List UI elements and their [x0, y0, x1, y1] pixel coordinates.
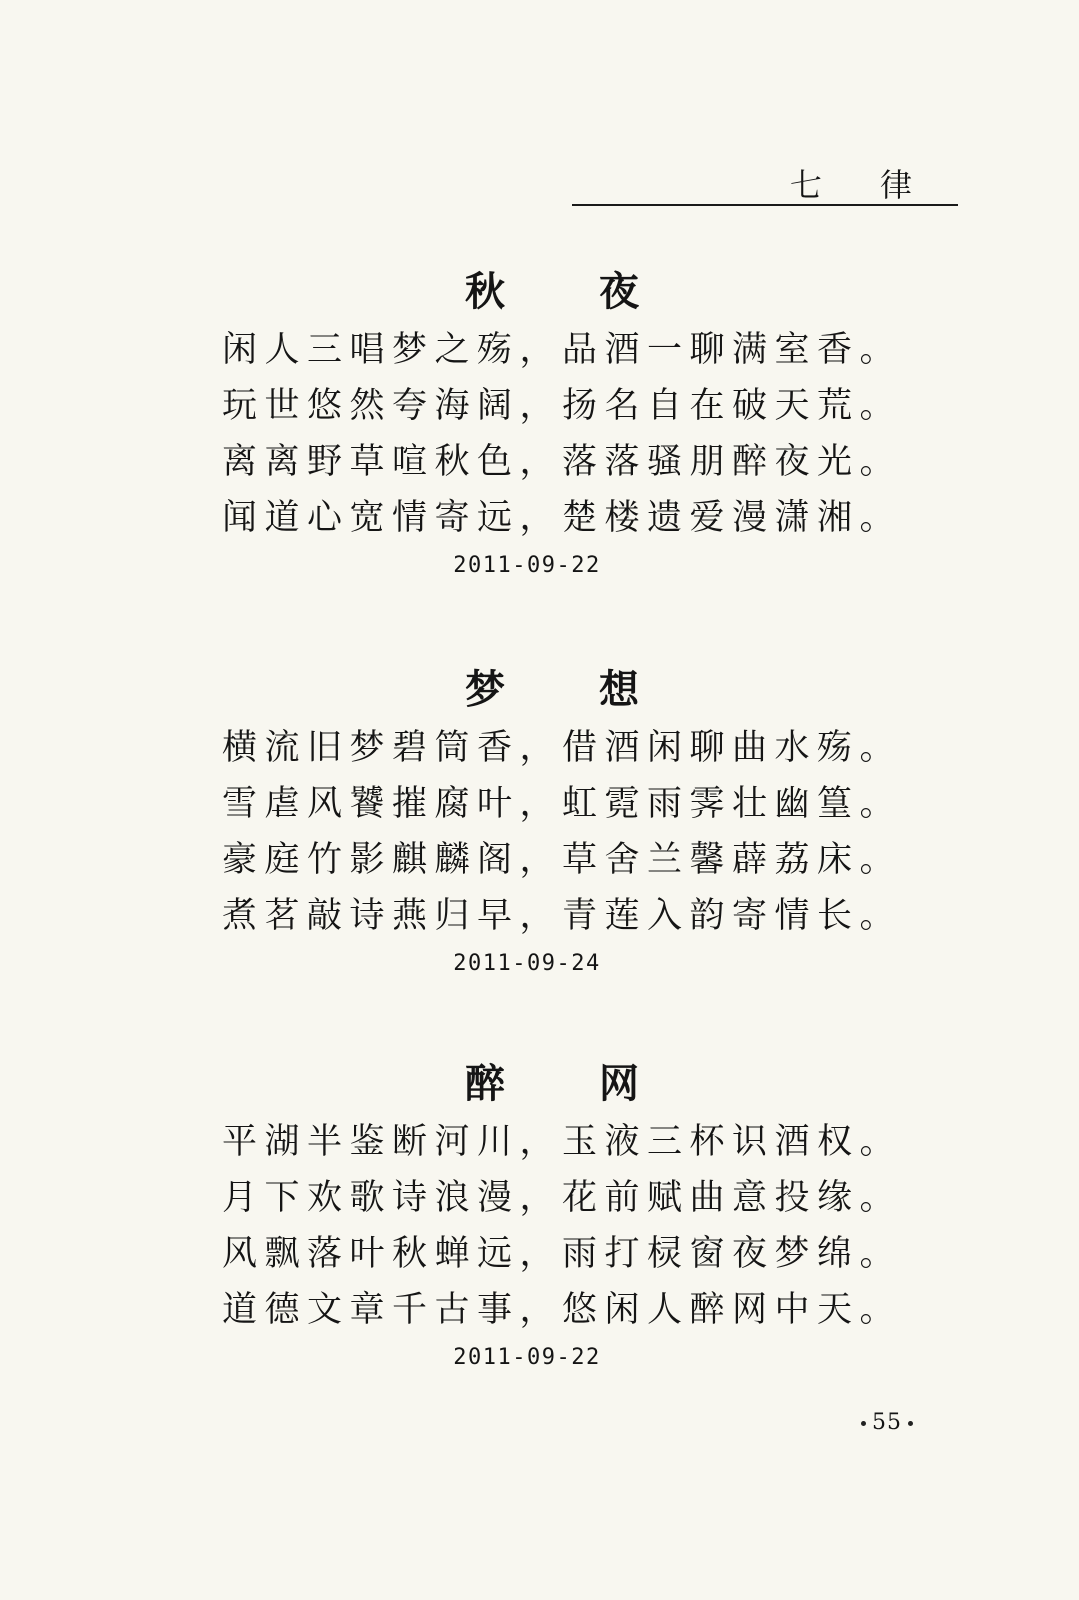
poem-title: 梦 想 [465, 666, 679, 713]
poem-line: 离离野草喧秋色，落落骚朋醉夜光。 [222, 442, 903, 482]
section-header [572, 158, 958, 206]
page-number-text: 55 [872, 1410, 902, 1435]
poem-dream [222, 660, 903, 984]
page-number [855, 1410, 919, 1435]
poem-line: 闻道心宽情寄远，楚楼遗爱漫潇湘。 [222, 498, 903, 538]
poem-title: 秋 夜 [465, 268, 679, 315]
poem-line: 道德文章千古事，悠闲人醉网中天。 [222, 1290, 903, 1330]
poem-line: 平湖半鉴断河川，玉液三杯识酒权。 [222, 1122, 903, 1162]
poem-line: 煮茗敲诗燕归早，青莲入韵寄情长。 [222, 896, 903, 936]
poem-line: 横流旧梦碧筒香，借酒闲聊曲水殇。 [222, 728, 903, 768]
dot-icon [861, 1421, 866, 1426]
poem-line: 月下欢歌诗浪漫，花前赋曲意投缘。 [222, 1178, 903, 1218]
poem-line: 闲人三唱梦之殇，品酒一聊满室香。 [222, 330, 903, 370]
poem-line: 玩世悠然夸海阔，扬名自在破天荒。 [222, 386, 903, 426]
poem-date: 2011-09-22 [453, 553, 601, 578]
poem-line: 雪虐风饕摧腐叶，虹霓雨霁壮幽篁。 [222, 784, 903, 824]
poem-title: 醉 网 [465, 1060, 679, 1107]
poem-line: 风飘落叶秋蝉远，雨打棂窗夜梦绵。 [222, 1234, 903, 1274]
poem-date: 2011-09-22 [453, 1345, 601, 1370]
poem-line: 豪庭竹影麒麟阁，草舍兰馨薜荔床。 [222, 840, 903, 880]
poem-date: 2011-09-24 [453, 951, 601, 976]
poem-drunk-net [222, 1054, 903, 1378]
section-title: 七 律 [789, 166, 936, 204]
dot-icon [908, 1421, 913, 1426]
poem-autumn-night [222, 262, 903, 586]
